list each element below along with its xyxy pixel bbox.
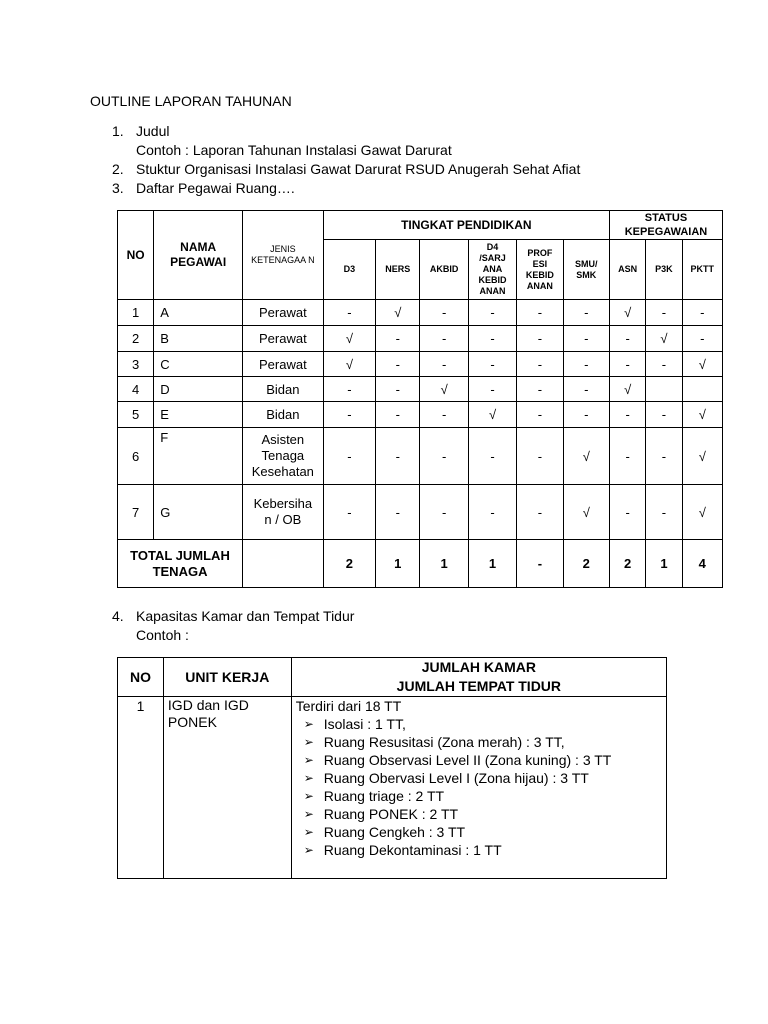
cell-profesi: - <box>517 485 563 540</box>
table-row <box>118 300 723 326</box>
cell-pktt: - <box>682 300 722 326</box>
cell-d3: - <box>323 428 375 485</box>
cell-no: 2 <box>118 326 154 352</box>
cell-pktt: - <box>682 326 722 352</box>
cell-pktt: √ <box>682 485 722 540</box>
cell-nama: B <box>154 326 243 352</box>
list-item <box>303 751 662 769</box>
staff-table <box>117 210 723 588</box>
cell-smu: - <box>563 402 609 428</box>
cell-akbid: - <box>420 402 468 428</box>
cell-d4: - <box>468 300 516 326</box>
header-status: STATUS KEPEGAWAIAN <box>609 211 722 240</box>
arrow-bullet-icon: ➢ <box>303 771 314 785</box>
list-item <box>303 805 662 823</box>
cell-jenis: Perawat <box>243 326 324 352</box>
cell-no: 1 <box>118 300 154 326</box>
cell-akbid: √ <box>420 377 468 402</box>
cell-d4: - <box>468 352 516 377</box>
cell-ners: - <box>376 326 420 352</box>
cell-p3k: - <box>646 352 682 377</box>
cell-nama: E <box>154 402 243 428</box>
cell-smu: - <box>563 352 609 377</box>
total-row <box>118 540 723 588</box>
cell-smu: √ <box>563 485 609 540</box>
detail-item: Ruang Cengkeh : 3 TT <box>323 824 466 840</box>
cell-d3: √ <box>323 326 375 352</box>
cell-p3k: √ <box>646 326 682 352</box>
cell-p3k: - <box>646 485 682 540</box>
cell-smu: √ <box>563 428 609 485</box>
total-label: TOTAL JUMLAH TENAGA <box>118 540 243 588</box>
cell-ners: - <box>376 377 420 402</box>
header-unit: UNIT KERJA <box>163 658 291 697</box>
cell-nama: G <box>154 485 243 540</box>
cell-asn: - <box>609 485 645 540</box>
detail-item: Ruang triage : 2 TT <box>323 788 445 804</box>
total-asn: 2 <box>609 540 645 588</box>
table-row <box>118 377 723 402</box>
detail-item: Ruang Resusitasi (Zona merah) : 3 TT, <box>323 734 565 750</box>
header-no: NO <box>118 658 164 697</box>
cell-akbid: - <box>420 300 468 326</box>
cell-d4: - <box>468 377 516 402</box>
list-item <box>112 179 580 198</box>
cell-profesi: - <box>517 377 563 402</box>
header-no: NO <box>118 211 154 300</box>
cell-pktt: √ <box>682 428 722 485</box>
page-title: OUTLINE LAPORAN TAHUNAN <box>90 93 292 109</box>
cell-p3k: - <box>646 300 682 326</box>
list-number: 3. <box>112 180 124 196</box>
cell-unit: IGD dan IGD PONEK <box>163 697 291 879</box>
cell-no: 1 <box>118 697 164 879</box>
list-number: 2. <box>112 161 124 177</box>
cell-smu: - <box>563 377 609 402</box>
cell-d3: - <box>323 377 375 402</box>
header-jumlah-kamar: JUMLAH KAMAR <box>421 659 537 675</box>
cell-d3: - <box>323 485 375 540</box>
cell-asn: - <box>609 402 645 428</box>
list-item <box>303 787 662 805</box>
cell-no: 5 <box>118 402 154 428</box>
cell-p3k: - <box>646 402 682 428</box>
cell-detail <box>291 697 666 879</box>
list-item <box>303 841 662 859</box>
cell-ners: - <box>376 352 420 377</box>
cell-asn: - <box>609 326 645 352</box>
table-row <box>118 428 723 485</box>
detail-intro: Terdiri dari 18 TT <box>295 698 402 714</box>
list-number: 1. <box>112 123 124 139</box>
total-p3k: 1 <box>646 540 682 588</box>
header-jenis: JENIS KETENAGAA N <box>243 211 324 300</box>
list-item <box>303 769 662 787</box>
total-smu: 2 <box>563 540 609 588</box>
cell-smu: - <box>563 300 609 326</box>
cell-pktt <box>682 377 722 402</box>
cell-ners: - <box>376 428 420 485</box>
cell-asn: - <box>609 428 645 485</box>
cell-d4: - <box>468 428 516 485</box>
outline-list-2 <box>112 607 354 645</box>
cell-akbid: - <box>420 485 468 540</box>
list-item <box>112 122 580 141</box>
cell-d3: - <box>323 402 375 428</box>
cell-smu: - <box>563 326 609 352</box>
cell-jenis: Bidan <box>243 377 324 402</box>
list-text: Daftar Pegawai Ruang…. <box>136 180 295 196</box>
list-subtext: Contoh : Laporan Tahunan Instalasi Gawat Darurat <box>136 142 452 158</box>
cell-nama: D <box>154 377 243 402</box>
cell-ners: √ <box>376 300 420 326</box>
header-tingkat: TINGKAT PENDIDIKAN <box>323 211 609 240</box>
arrow-bullet-icon: ➢ <box>303 825 314 839</box>
cell-akbid: - <box>420 428 468 485</box>
table-row <box>118 485 723 540</box>
detail-item: Ruang PONEK : 2 TT <box>323 806 459 822</box>
cell-asn: - <box>609 352 645 377</box>
room-table <box>117 657 667 879</box>
detail-item: Ruang Obervasi Level I (Zona hijau) : 3 TT <box>323 770 589 786</box>
cell-nama: C <box>154 352 243 377</box>
cell-asn: √ <box>609 300 645 326</box>
total-d4: 1 <box>468 540 516 588</box>
cell-profesi: - <box>517 402 563 428</box>
cell-no: 3 <box>118 352 154 377</box>
cell-nama: F <box>154 428 243 485</box>
cell-ners: - <box>376 402 420 428</box>
total-ners: 1 <box>376 540 420 588</box>
total-profesi: - <box>517 540 563 588</box>
list-subtext: Contoh : <box>136 627 189 643</box>
cell-pktt: √ <box>682 352 722 377</box>
cell-jenis: Kebersiha n / OB <box>243 485 324 540</box>
cell-asn: √ <box>609 377 645 402</box>
cell-no: 7 <box>118 485 154 540</box>
cell-jenis: Asisten Tenaga Kesehatan <box>243 428 324 485</box>
cell-profesi: - <box>517 300 563 326</box>
detail-item: Isolasi : 1 TT, <box>323 716 406 732</box>
cell-jenis: Bidan <box>243 402 324 428</box>
cell-jenis: Perawat <box>243 352 324 377</box>
cell-profesi: - <box>517 428 563 485</box>
detail-list <box>296 715 662 859</box>
table-row <box>118 402 723 428</box>
header-d4: D4 /SARJ ANA KEBID ANAN <box>468 240 516 300</box>
cell-ners: - <box>376 485 420 540</box>
arrow-bullet-icon: ➢ <box>303 735 314 749</box>
cell-d3: √ <box>323 352 375 377</box>
cell-no: 6 <box>118 428 154 485</box>
list-item <box>112 607 354 626</box>
detail-item: Ruang Dekontaminasi : 1 TT <box>323 842 502 858</box>
header-pktt: PKTT <box>682 240 722 300</box>
list-item <box>303 823 662 841</box>
arrow-bullet-icon: ➢ <box>303 717 314 731</box>
list-item <box>303 715 662 733</box>
cell-jenis: Perawat <box>243 300 324 326</box>
header-nama: NAMA PEGAWAI <box>154 211 243 300</box>
list-text: Kapasitas Kamar dan Tempat Tidur <box>136 608 355 624</box>
arrow-bullet-icon: ➢ <box>303 843 314 857</box>
total-pktt: 4 <box>682 540 722 588</box>
cell-p3k: - <box>646 428 682 485</box>
table-row <box>118 326 723 352</box>
cell-d4: - <box>468 485 516 540</box>
total-d3: 2 <box>323 540 375 588</box>
outline-list <box>112 122 580 198</box>
cell-d3: - <box>323 300 375 326</box>
detail-item: Ruang Observasi Level II (Zona kuning) : 3 TT <box>323 752 612 768</box>
arrow-bullet-icon: ➢ <box>303 753 314 767</box>
total-akbid: 1 <box>420 540 468 588</box>
header-asn: ASN <box>609 240 645 300</box>
header-d3: D3 <box>323 240 375 300</box>
cell-d4: - <box>468 326 516 352</box>
total-empty <box>243 540 324 588</box>
cell-akbid: - <box>420 352 468 377</box>
header-akbid: AKBID <box>420 240 468 300</box>
list-item <box>303 733 662 751</box>
cell-d4: √ <box>468 402 516 428</box>
list-text: Stuktur Organisasi Instalasi Gawat Darurat RSUD Anugerah Sehat Afiat <box>136 161 581 177</box>
header-p3k: P3K <box>646 240 682 300</box>
header-profesi: PROF ESI KEBID ANAN <box>517 240 563 300</box>
cell-nama: A <box>154 300 243 326</box>
header-smu: SMU/ SMK <box>563 240 609 300</box>
cell-no: 4 <box>118 377 154 402</box>
list-text: Judul <box>136 123 170 139</box>
header-ners: NERS <box>376 240 420 300</box>
header-jumlah <box>291 658 666 697</box>
arrow-bullet-icon: ➢ <box>303 789 314 803</box>
arrow-bullet-icon: ➢ <box>303 807 314 821</box>
table-row <box>118 697 667 879</box>
list-item <box>112 160 580 179</box>
cell-akbid: - <box>420 326 468 352</box>
table-row <box>118 352 723 377</box>
cell-pktt: √ <box>682 402 722 428</box>
cell-profesi: - <box>517 352 563 377</box>
cell-profesi: - <box>517 326 563 352</box>
cell-p3k <box>646 377 682 402</box>
list-number: 4. <box>112 608 124 624</box>
header-jumlah-tt: JUMLAH TEMPAT TIDUR <box>396 678 562 694</box>
